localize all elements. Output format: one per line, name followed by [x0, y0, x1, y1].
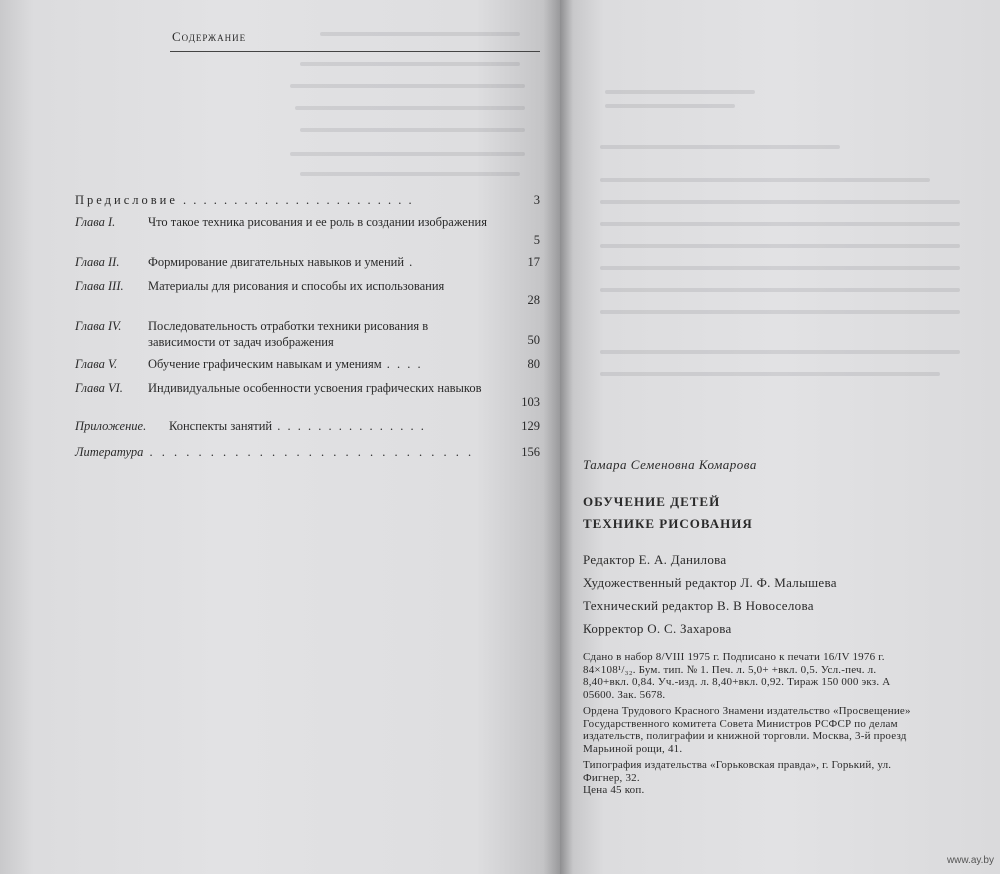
book-title — [583, 491, 753, 535]
toc-entry-label: Приложение. — [75, 419, 147, 433]
toc-entry-chapter-2: Глава II. Формирование двигательных навыков и умений . 17 — [75, 255, 540, 269]
imprint — [583, 651, 913, 801]
editor: Редактор Е. А. Данилова — [583, 552, 727, 567]
toc-entry-title: Индивидуальные особенности усвоения графических навыков — [148, 381, 482, 395]
toc-entry-page: 5 — [533, 233, 540, 247]
toc-entry-title: Что такое техника рисования и ее роль в создании изображения — [148, 215, 487, 229]
toc-entry-page: 50 — [527, 333, 540, 347]
price: Цена 45 коп. — [583, 784, 645, 796]
toc-entry-appendix: Приложение. Конспекты занятий . . . . . . . . . . . . . . . 129 — [75, 419, 540, 433]
printer-info: Типография издательства «Горьковская правда», г. Горький, ул. Фигнер, 32. — [583, 759, 892, 784]
toc-entry-chapter-5: Глава V. Обучение графическим навыкам и умениям . . . . 80 — [75, 357, 540, 371]
watermark: www.ay.by — [946, 855, 994, 866]
toc-entry-chapter-3 — [75, 278, 540, 312]
toc-entry-title: Конспекты занятий — [169, 419, 273, 433]
print-details: Сдано в набор 8/VIII 1975 г. Подписано к печати 16/IV 1976 г. 84×108¹/₃₂. Бум. тип. № 1. Печ. л. 5,0+ +вкл. 0,5. Усл.-печ. л. 8,40+вкл. 0,84. Уч.-изд. л. 8,40+вкл. 0,92. Тираж 150 000 экз. А 05600. Зак. 5678. — [583, 651, 891, 701]
technical-editor: Технический редактор В. В Новоселова — [583, 598, 814, 613]
toc-entry-page: 129 — [521, 419, 540, 433]
toc-header: Содержание — [172, 29, 247, 44]
toc-entry-preface: Предисловие . . . . . . . . . . . . . . . . . . . . . . . 3 — [75, 193, 540, 207]
header-rule — [170, 51, 540, 52]
proofreader: Корректор О. С. Захарова — [583, 621, 732, 636]
author-name: Тамара Семеновна Комарова — [583, 457, 757, 472]
toc-entry-page: 103 — [521, 395, 540, 409]
toc-entry-page: 80 — [527, 357, 540, 371]
toc-entry-page: 156 — [521, 445, 540, 459]
toc-entry-chapter-1 — [75, 214, 540, 248]
toc-entry-title: Предисловие — [75, 193, 178, 207]
toc-entry-page: 17 — [527, 255, 540, 269]
toc-entry-label: Глава III. — [75, 279, 124, 293]
toc-entry-page: 3 — [533, 193, 540, 207]
toc-entry-label: Глава IV. — [75, 319, 122, 333]
publisher-info: Ордена Трудового Красного Знамени издательство «Просвещение» Государственного комитета Совета Министров РСФСР по делам издательств, полиграфии и книжной торговли. Москва, 3-й проезд Марьиной рощи, 41. — [583, 705, 911, 755]
toc-entry-page: 28 — [527, 293, 540, 307]
toc-entry-literature: Литература . . . . . . . . . . . . . . . . . . . . . . . . . . . 156 — [75, 445, 540, 459]
toc-entry-label: Глава II. — [75, 255, 120, 269]
toc-entry-title: Обучение графическим навыкам и умениям — [148, 357, 382, 371]
toc-entry-label: Литература — [75, 445, 144, 459]
book-title-line-2: ТЕХНИКЕ РИСОВАНИЯ — [583, 516, 753, 531]
toc-entry-title: Последовательность отработки техники рисования в зависимости от задач изображения — [148, 319, 429, 349]
editorial-staff — [583, 548, 837, 640]
toc-entry-chapter-6 — [75, 380, 540, 414]
toc-entry-label: Глава VI. — [75, 381, 123, 395]
toc-entry-chapter-4 — [75, 318, 540, 352]
book-title-line-1: ОБУЧЕНИЕ ДЕТЕЙ — [583, 494, 721, 509]
toc-entry-label: Глава V. — [75, 357, 118, 371]
toc-entry-title: Материалы для рисования и способы их использования — [148, 279, 445, 293]
toc-entry-label: Глава I. — [75, 215, 116, 229]
art-editor: Художественный редактор Л. Ф. Малышева — [583, 575, 837, 590]
toc-entry-title: Формирование двигательных навыков и умений — [148, 255, 405, 269]
